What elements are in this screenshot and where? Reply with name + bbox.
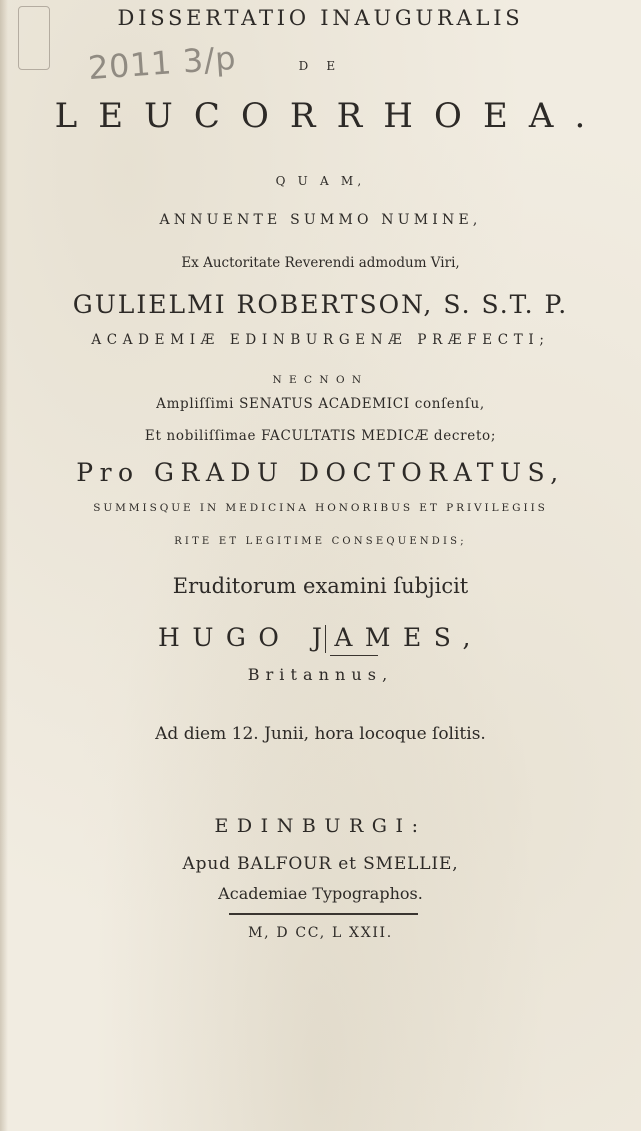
page-spine-shadow (0, 0, 8, 1131)
place-line: EDINBURGI: (214, 815, 427, 837)
shelfmark-stamp: 2011 3/p (86, 38, 238, 88)
ink-underline-mark (330, 655, 378, 656)
necnon-line: NECNON (272, 374, 369, 386)
printers-line: Apud BALFOUR et SMELLIE, (182, 854, 459, 874)
date-line: Ad diem 12. Junii, hora locoque ſolitis. (155, 724, 486, 744)
main-title: LEUCORRHOEA. (54, 96, 607, 136)
year-line: M, D CC, L XXII. (248, 925, 393, 941)
de-line: D E (298, 59, 343, 73)
author-name: HUGO JAMES, (158, 623, 483, 652)
eruditorum-line: Eruditorum examini ſubjicit (172, 574, 469, 598)
ex-auctoritate-line: Ex Auctoritate Reverendi admodum Viri, (181, 255, 460, 271)
nationality-line: Britannus, (247, 665, 394, 684)
rite-line: RITE ET LEGITIME CONSEQUENDIS; (174, 536, 467, 547)
pro-gradu-line: Pro GRADU DOCTORATUS, (76, 458, 565, 487)
rector-name: GULIELMI ROBERTSON, S. S.T. P. (72, 290, 569, 319)
imprint-rule (229, 913, 418, 915)
typographos-line: Academiae Typographos. (218, 884, 423, 903)
senatus-line: Ampliſſimi SENATUS ACADEMICI conſenſu, (156, 396, 485, 412)
facultatis-line: Et nobiliſſimae FACULTATIS MEDICÆ decreto; (144, 428, 497, 444)
ink-bracket-mark (325, 625, 336, 653)
dissertation-heading: DISSERTATIO INAUGURALIS (117, 6, 524, 30)
academiae-line: ACADEMIÆ EDINBURGENÆ PRÆFECTI; (91, 332, 550, 348)
quam-line: Q U A M, (275, 174, 366, 188)
summisque-line: SUMMISQUE IN MEDICINA HONORIBUS ET PRIVILEGIIS (93, 502, 548, 514)
annuente-line: ANNUENTE SUMMO NUMINE, (159, 212, 482, 228)
